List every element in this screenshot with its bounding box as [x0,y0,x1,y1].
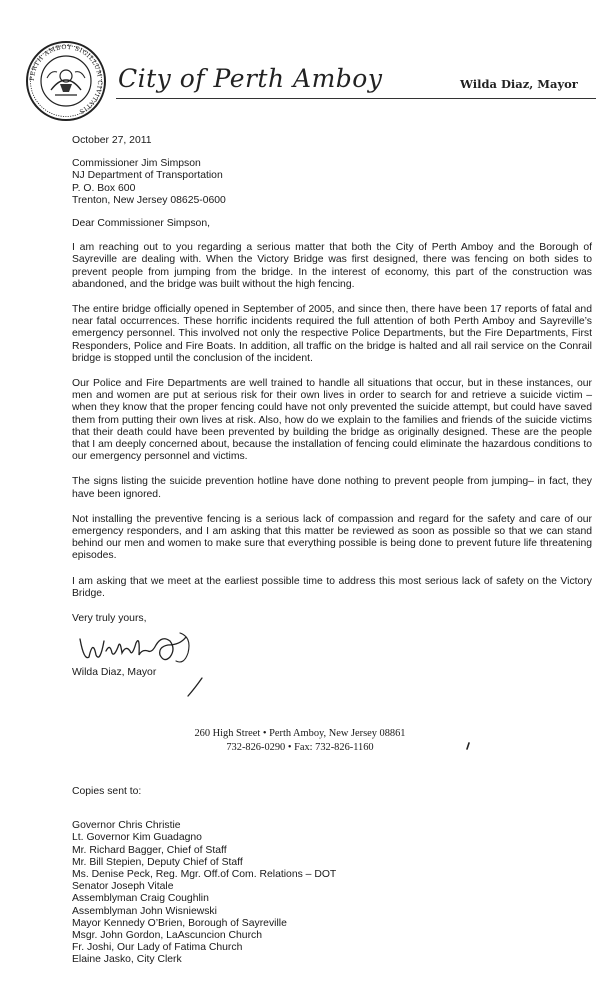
list-item: Lt. Governor Kim Guadagno [72,832,202,844]
list-item: Mayor Kennedy O’Brien, Borough of Sayreville [72,917,287,929]
letter-paragraph: I am reaching out to you regarding a serious matter that both the City of Perth Amboy and the Borough of Sayreville are dealing with. When the Victory Bridge was first designed, there was fencing on both sides to prevent people from jumping from the bridge. In the interest of economy, this part of the construction was abandoned, and the bridge was built without the high fencing. [72,242,592,290]
list-item: Senator Joseph Vitale [72,881,174,893]
pen-mark [186,676,204,698]
recipient-address [72,158,592,207]
recipient-line: NJ Department of Transportation [72,170,223,182]
footer-phone: 732-826-0290 • Fax: 732-826-1160 [226,742,374,753]
letter-paragraph: I am asking that we meet at the earliest possible time to address this most serious lack of safety on the Victory Bridge. [72,575,592,599]
list-item: Governor Chris Christie [72,820,181,832]
city-title: City of Perth Amboy [118,64,383,93]
footer-address: 260 High Street • Perth Amboy, New Jersey 08861 [194,728,406,739]
list-item: Fr. Joshi, Our Lady of Fatima Church [72,942,243,954]
ink-mark [465,742,471,750]
letterhead-footer [0,727,600,755]
signature [76,627,206,667]
list-item: Assemblyman Craig Coughlin [72,893,209,905]
letter-paragraph: The signs listing the suicide prevention hotline have done nothing to prevent people from jumping– in fact, they have been ignored. [72,476,592,500]
seal-ring-text: PERTH AMBOY SIGILLUM CIVITATIS [28,43,104,116]
mayor-name-header: Wilda Diaz, Mayor [460,77,578,91]
letter-paragraph: Our Police and Fire Departments are well trained to handle all situations that occur, but in these instances, our men and women are put at serious risk for their own lives in order to search for and retrieve a suicide victim – when they know that the proper fencing could have not only prevented the suicide attempt, but could have saved them from putting their own lives at risk. Also, how do we explain to the families and friends of the suicide victims that their death could have been prevented by building the bridge as originally designed. These are the people that I am deeply concerned about, because the installation of fencing could eliminate the hazardous conditions to our emergency personnel and victims. [72,378,592,463]
copies-heading: Copies sent to: [72,786,142,797]
list-item: Mr. Bill Stepien, Deputy Chief of Staff [72,856,243,868]
recipient-line: P. O. Box 600 [72,182,136,194]
salutation: Dear Commissioner Simpson, [72,218,211,230]
letterhead-rule [116,98,596,99]
recipient-line: Trenton, New Jersey 08625-0600 [72,194,226,206]
copies-section [72,786,572,967]
list-item: Ms. Denise Peck, Reg. Mgr. Off.of Com. Relations – DOT [72,869,337,881]
copies-list [72,820,572,966]
recipient-line: Commissioner Jim Simpson [72,158,201,170]
city-seal [25,40,107,122]
list-item: Msgr. John Gordon, LaAscuncion Church [72,930,263,942]
list-item: Elaine Jasko, City Clerk [72,954,182,966]
letter-date: October 27, 2011 [72,135,152,146]
signer-name: Wilda Diaz, Mayor [72,667,157,679]
list-item: Assemblyman John Wisniewski [72,905,217,917]
list-item: Mr. Richard Bagger, Chief of Staff [72,844,227,856]
letter-paragraph: The entire bridge officially opened in September of 2005, and since then, there have been 17 reports of fatal and near fatal occurrences. These horrific incidents required the full attention of both Perth Amboy and Sayreville’s emergency personnel. This involved not only the respective Police Departments, but the Fire Departments, First Responders, Police and Fire Boats. In addition, all traffic on the bridge is halted and all rail service on the Conrail bridge is stopped until the conclusion of the incident. [72,304,592,364]
closing: Very truly yours, [72,613,147,625]
letter-body [72,135,592,680]
letter-paragraph: Not installing the preventive fencing is a serious lack of compassion and regard for the safety and care of our emergency responders, and I am asking that this matter be reviewed as soon as possible so that we can stand behind our men and women to make sure that everything possible is being done to prevent future life threatening episodes. [72,513,592,562]
